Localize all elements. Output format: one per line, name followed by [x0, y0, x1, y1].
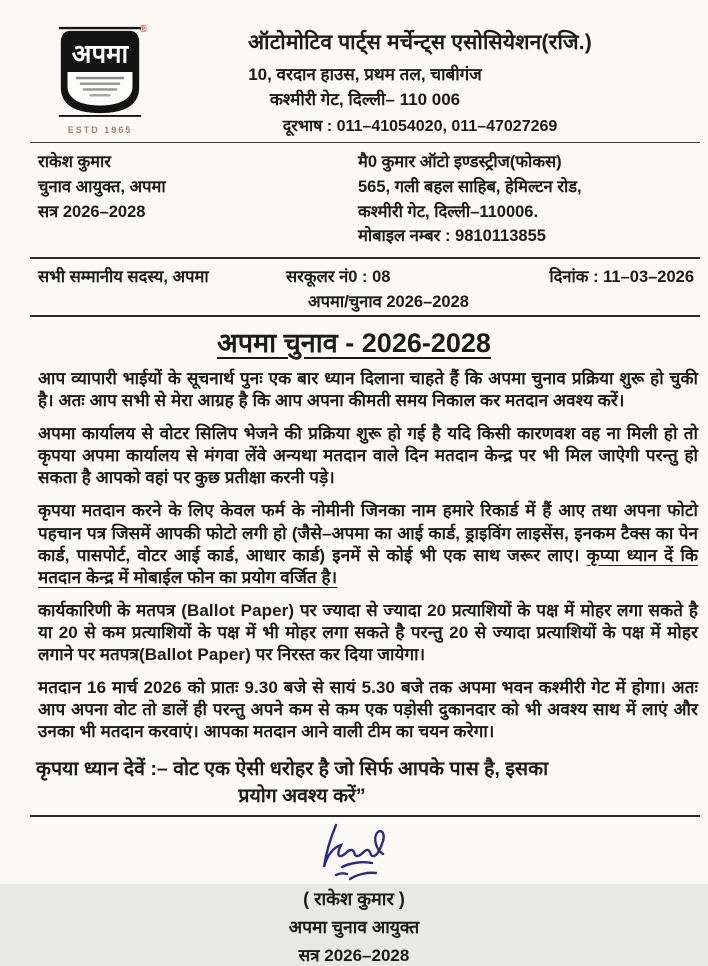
- signature-area: [0, 821, 708, 887]
- body-paragraph-5: मतदान 16 मार्च 2026 को प्रातः 9.30 बजे से सायं 5.30 बजे तक अपमा भवन कश्मीरी गेट में होगा। अतः आप अपना वोट तो डालें ही परन्तु अपने कम से कम एक पड़ोसी दुकानदार को भी अवश्य साथ में लाएं और उनका भी मतदान करवाएं। आपका मतदान आने वाली टीम का चयन करेगा।: [38, 678, 698, 742]
- sender-name: राकेश कुमार: [38, 153, 112, 171]
- circular-block: [286, 264, 504, 312]
- circular-number: सरकूलर नं0 : 08: [286, 268, 391, 286]
- addressee-address-line1: 565, गली बहल साहिब, हेमिल्टन रोड,: [358, 177, 582, 196]
- addressee-mobile: मोबाइल नम्बर : 9810113855: [358, 227, 546, 246]
- divider-meta: [30, 315, 700, 317]
- signatory-title: अपमा चुनाव आयुक्त: [288, 917, 420, 938]
- org-address: [160, 62, 570, 110]
- body-paragraph-3: [38, 500, 698, 588]
- circular-reference: अपमा/चुनाव 2026–2028: [308, 293, 469, 311]
- letter-body: [0, 368, 708, 743]
- apma-logo: [52, 26, 148, 135]
- sender-block: [38, 150, 338, 249]
- mobile-ban-notice: कृप्या ध्यान दें कि मतदान केन्द्र में मोबाईल फोन का प्रयोग वर्जित है।: [38, 545, 699, 587]
- addressee-firm: मै0 कुमार ऑटो इण्डस्ट्रीज(फोकस): [358, 153, 562, 171]
- org-name: ऑटोमोटिव पार्ट्स मर्चेन्ट्स एसोसियेशन(रजि.): [248, 31, 592, 54]
- sender-term: सत्र 2026–2028: [38, 202, 146, 221]
- signatory-name: ( राकेश कुमार ): [303, 889, 405, 910]
- logo-estd-text: ESTD 1965: [67, 125, 133, 135]
- org-phone-line: दूरभाष : 011–41054020, 011–47027269: [282, 118, 558, 135]
- letterhead-text: [160, 28, 708, 136]
- apma-logo-badge-icon: [57, 26, 143, 118]
- org-address-line2: कश्मीरी गेट, दिल्ली– 110 006: [269, 90, 461, 109]
- apma-logo-word: अपमा: [71, 40, 129, 69]
- registered-trademark-icon: ®: [139, 24, 147, 35]
- org-address-line1: 10, वरदान हाउस, प्रथम तल, चाबीगंज: [248, 65, 482, 84]
- date-line: दिनांक : 11–03–2026: [549, 268, 694, 286]
- signatory-term: सत्र 2026–2028: [298, 946, 410, 966]
- body-paragraph-2: अपमा कार्यालय से वोटर सिलिप भेजने की प्रक्रिया शुरू हो गई है यदि किसी कारणवश वह ना मिली हो तो कृपया अपमा कार्यालय से मंगवा लेंवे अन्यथा मतदान वाले दिन मतदान केन्द्र पर भी मिल जाऐगी परन्तु हो सकता है आपको वहां पर कुछ प्रतीक्षा करनी पड़े।: [38, 424, 698, 488]
- letterhead: [0, 0, 708, 136]
- closing-note-line2: प्रयोग अवश्य करें”: [238, 784, 366, 807]
- body-paragraph-3-main: कृपया मतदान करने के लिए केवल फर्म के नोमीनी जिनका नाम हमारे रिकार्ड में हैं आए तथा अपना फोटो पहचान पत्र जिसमें आपकी फोटो लगी हो (जैसे–अपमा का आई कार्ड, ड्राइविंग लाइसेंस, इनकम टैक्स का पेन कार्ड, पासपोर्ट, वोटर आई कार्ड, आधार कार्ड) इनमें से कोई भी एक साथ जरूर लाए।: [38, 501, 698, 565]
- body-paragraph-4: कार्यकारिणी के मतपत्र (Ballot Paper) पर ज्यादा से ज्यादा 20 प्रत्याशियों के पक्ष में मोहर लगा सकते है या 20 से कम प्रत्याशियों के पक्ष में भी मोहर लगा सकते है परन्तु 20 से ज्यादा प्रत्याशियों के पक्ष में मोहर लगाने पर मतपत्र(Ballot Paper) पर निरस्त कर दिया जायेगा।: [38, 600, 698, 665]
- closing-note-line1: कृपया ध्यान देवें :– वोट एक ऐसी धरोहर है जो सिर्फ आपके पास है, इसका: [36, 758, 549, 781]
- signature-block: [0, 887, 708, 966]
- closing-note: [0, 754, 708, 815]
- subject-heading: अपमा चुनाव - 2026-2028: [217, 328, 491, 358]
- divider-bottom: [30, 815, 700, 817]
- addressed-to-line: सभी सम्मानीय सदस्य, अपमा: [38, 268, 209, 286]
- addressee-address-line2: कश्मीरी गेट, दिल्ली–110006.: [358, 202, 539, 221]
- parties-block: [0, 143, 708, 257]
- body-paragraph-1: आप व्यापारी भाईयों के सूचनार्थ पुनः एक बार ध्यान दिलाना चाहते हैं कि अपमा चुनाव प्रक्रिया शुरू हो चुकी है। अतः आप सभी से मेरा आग्रह है कि आप अपना कीमती समय निकाल कर मतदान अवश्य करें।: [38, 369, 698, 411]
- signature-image: [284, 821, 424, 885]
- meta-row: [0, 259, 708, 315]
- addressee-block: [338, 150, 696, 249]
- sender-title: चुनाव आयुक्त, अपमा: [38, 177, 166, 196]
